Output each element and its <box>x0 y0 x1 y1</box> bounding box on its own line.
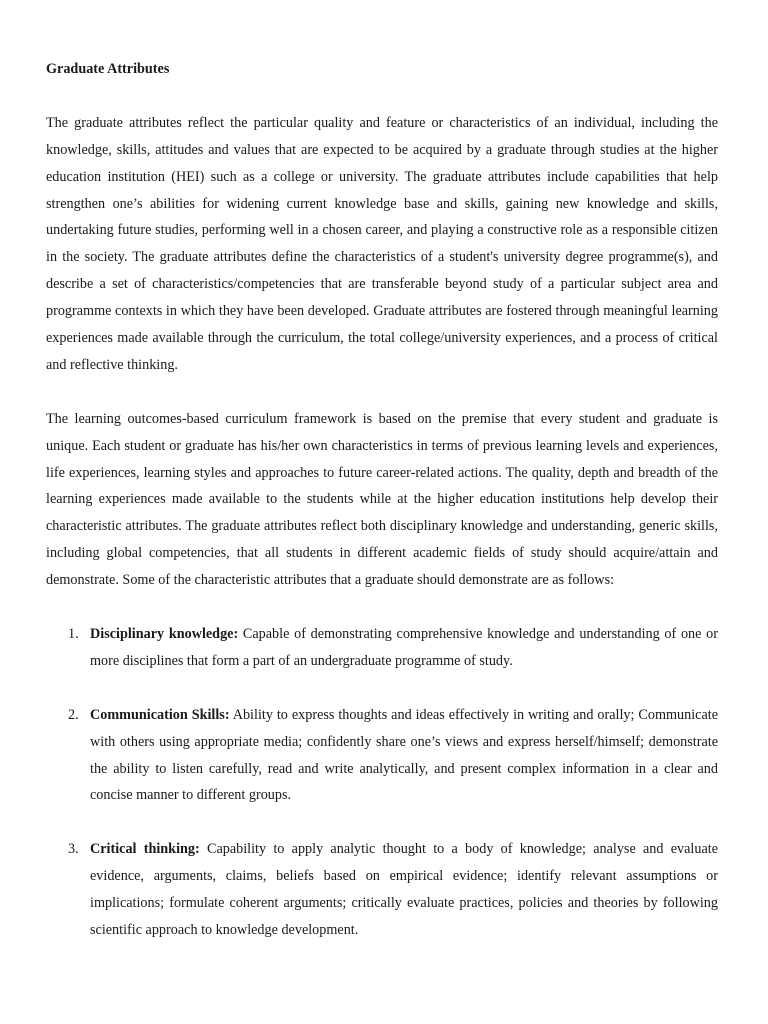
list-number: 2. <box>68 706 79 723</box>
attribute-description: Ability to express thoughts and ideas effectively in writing and orally; Communicate with others using appropriate media; confidently share one’s views and express herself/himself; demonstrate the ability to listen carefully, read and write analytically, and present complex information in a clear and concise manner to different groups. <box>90 706 719 804</box>
attributes-list <box>46 621 718 944</box>
attribute-term: Disciplinary knowledge: <box>90 625 239 642</box>
section-heading: Graduate Attributes <box>46 61 170 77</box>
attribute-term: Critical thinking: <box>90 841 200 858</box>
list-number: 3. <box>68 841 79 858</box>
paragraph-graduate-attributes-intro: The graduate attributes reflect the particular quality and feature or characteristics of an individual, including the knowledge, skills, attitudes and values that are expected to be acquired by a graduate through studies at the higher education institution (HEI) such as a college or university. The graduate attributes include capabilities that help strengthen one’s abilities for widening current knowledge base and skills, gaining new knowledge and skills, undertaking future studies, performing well in a chosen career, and playing a constructive role as a responsible citizen in the society. The graduate attributes define the characteristics of a student's university degree programme(s), and describe a set of characteristics/competencies that are transferable beyond study of a particular subject area and programme contexts in which they have been developed. Graduate attributes are fostered through meaningful learning experiences made available through the curriculum, the total college/university experiences, and a process of critical and reflective thinking. <box>46 114 718 373</box>
list-item <box>46 702 718 810</box>
paragraph-learning-outcomes: The learning outcomes-based curriculum framework is based on the premise that every student and graduate is unique. Each student or graduate has his/her own characteristics in terms of previous learning levels and experiences, life experiences, learning styles and approaches to future career-related actions. The quality, depth and breadth of the learning experiences made available to the students while at the higher education institutions help develop their characteristic attributes. The graduate attributes reflect both disciplinary knowledge and understanding, generic skills, including global competencies, that all students in different academic fields of study should acquire/attain and demonstrate. Some of the characteristic attributes that a graduate should demonstrate are as follows: <box>46 410 718 589</box>
list-item <box>46 836 718 944</box>
attribute-description: Capable of demonstrating comprehensive knowledge and understanding of one or more disciplines that form a part of an undergraduate programme of study. <box>90 625 718 669</box>
document-page <box>46 56 718 971</box>
list-number: 1. <box>68 625 79 642</box>
list-item <box>46 621 718 675</box>
attribute-term: Communication Skills: <box>90 706 230 723</box>
attribute-description: Capability to apply analytic thought to a body of knowledge; analyse and evaluate evidence, arguments, claims, beliefs based on empirical evidence; identify relevant assumptions or implications; formulate coherent arguments; critically evaluate practices, policies and theories by following scientific approach to knowledge development. <box>90 841 718 938</box>
